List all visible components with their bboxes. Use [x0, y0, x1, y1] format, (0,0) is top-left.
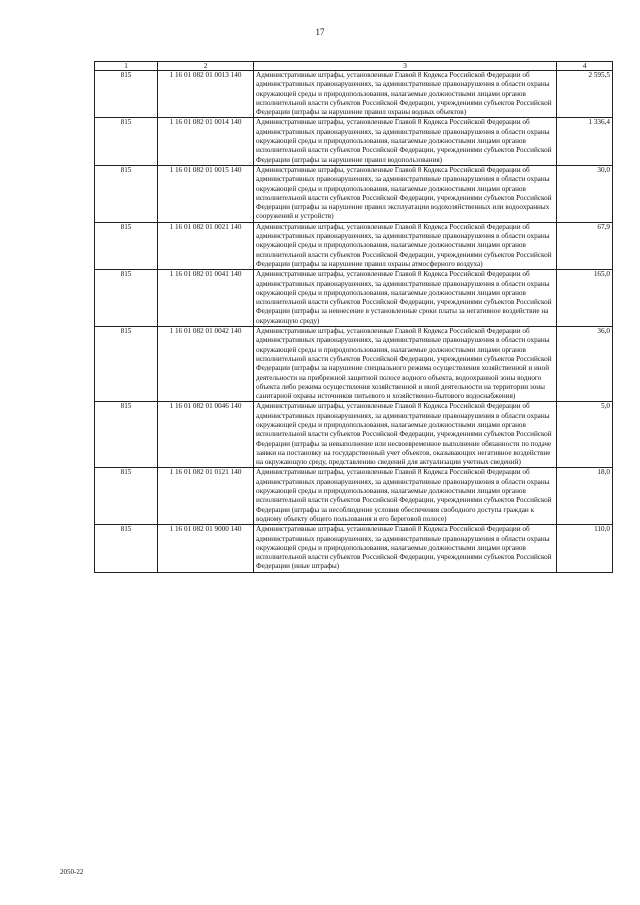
amount-cell: 67,9: [557, 222, 613, 269]
revenue-name-cell: Административные штрафы, установленные Главой 8 Кодекса Российской Федерации об административных правонарушениях, за административные правонарушения в области охраны окружающей среды и природопользования, налагаемые должностными лицами органов исполнительной власти субъектов Российской Федерации, учреждениями субъектов Российской Федерации (штрафы за нарушение правил эксплуатации водохозяйственных или водоохранных сооружений и устройств): [254, 165, 557, 222]
budget-classification-code-cell: 1 16 01 082 01 0021 140: [158, 222, 254, 269]
admin-code-cell: 815: [95, 71, 158, 118]
revenue-name-cell: Административные штрафы, установленные Главой 8 Кодекса Российской Федерации об административных правонарушениях, за административные правонарушения в области охраны окружающей среды и природопользования, налагаемые должностными лицами органов исполнительной власти субъектов Российской Федерации, учреждениями субъектов Российской Федерации (штрафы за нарушение правил охраны водных объектов): [254, 71, 557, 118]
amount-cell: 2 595,5: [557, 71, 613, 118]
revenue-name-cell: Административные штрафы, установленные Главой 8 Кодекса Российской Федерации об административных правонарушениях, за административные правонарушения в области охраны окружающей среды и природопользования, налагаемые должностными лицами органов исполнительной власти субъектов Российской Федерации, учреждениями субъектов Российской Федерации (штрафы за нарушение правил охраны атмосферного воздуха): [254, 222, 557, 269]
table-row: [95, 270, 613, 327]
budget-classification-code-cell: 1 16 01 082 01 0042 140: [158, 327, 254, 402]
revenue-name-cell: Административные штрафы, установленные Главой 8 Кодекса Российской Федерации об административных правонарушениях, за административные правонарушения в области охраны окружающей среды и природопользования, налагаемые должностными лицами органов исполнительной власти субъектов Российской Федерации, учреждениями субъектов Российской Федерации (иные штрафы): [254, 525, 557, 572]
admin-code-cell: 815: [95, 402, 158, 468]
admin-code-cell: 815: [95, 165, 158, 222]
budget-classification-code-cell: 1 16 01 082 01 0013 140: [158, 71, 254, 118]
admin-code-cell: 815: [95, 525, 158, 572]
table-row: [95, 222, 613, 269]
amount-cell: 110,0: [557, 525, 613, 572]
revenue-name-cell: Административные штрафы, установленные Главой 8 Кодекса Российской Федерации об административных правонарушениях, за административные правонарушения в области охраны окружающей среды и природопользования, налагаемые должностными лицами органов исполнительной власти субъектов Российской Федерации, учреждениями субъектов Российской Федерации (штрафы за невнесение в установленные сроки платы за негативное воздействие на окружающую среду): [254, 270, 557, 327]
amount-cell: 36,0: [557, 327, 613, 402]
table-row: [95, 402, 613, 468]
amount-cell: 18,0: [557, 468, 613, 525]
table-row: [95, 71, 613, 118]
amount-cell: 5,0: [557, 402, 613, 468]
budget-classification-code-cell: 1 16 01 082 01 0041 140: [158, 270, 254, 327]
table-row: [95, 525, 613, 572]
amount-cell: 165,0: [557, 270, 613, 327]
revenue-name-cell: Административные штрафы, установленные Главой 8 Кодекса Российской Федерации об административных правонарушениях, за административные правонарушения в области охраны окружающей среды и природопользования, налагаемые должностными лицами органов исполнительной власти субъектов Российской Федерации, учреждениями субъектов Российской Федерации (штрафы за невыполнение или несвоевременное выполнение обязанности по подаче заявки на постановку на государственный учет объектов, оказывающих негативное воздействие на окружающую среду, представлению сведений для актуализации учетных сведений): [254, 402, 557, 468]
revenue-name-cell: Административные штрафы, установленные Главой 8 Кодекса Российской Федерации об административных правонарушениях, за административные правонарушения в области охраны окружающей среды и природопользования, налагаемые должностными лицами органов исполнительной власти субъектов Российской Федерации, учреждениями субъектов Российской Федерации (штрафы за несоблюдение условия обеспечения свободного доступа граждан к водному объекту общего пользования и его береговой полосе): [254, 468, 557, 525]
column-header-code: 2: [158, 62, 254, 71]
revenue-table: [94, 61, 613, 573]
column-header-name: 3: [254, 62, 557, 71]
budget-classification-code-cell: 1 16 01 082 01 9000 140: [158, 525, 254, 572]
page-number: 17: [315, 27, 325, 37]
budget-classification-code-cell: 1 16 01 082 01 0015 140: [158, 165, 254, 222]
budget-classification-code-cell: 1 16 01 082 01 0014 140: [158, 118, 254, 165]
revenue-name-cell: Административные штрафы, установленные Главой 8 Кодекса Российской Федерации об административных правонарушениях, за административные правонарушения в области охраны окружающей среды и природопользования, налагаемые должностными лицами органов исполнительной власти субъектов Российской Федерации, учреждениями субъектов Российской Федерации (штрафы за нарушение специального режима осуществления хозяйственной и иной деятельности на прибрежной защитной полосе водного объекта, водоохранной зоны водного объекта либо режима осуществления хозяйственной и иной деятельности на территории зоны санитарной охраны источников питьевого и хозяйственно-бытового водоснабжения): [254, 327, 557, 402]
amount-cell: 30,0: [557, 165, 613, 222]
admin-code-cell: 815: [95, 327, 158, 402]
budget-classification-code-cell: 1 16 01 082 01 0046 140: [158, 402, 254, 468]
revenue-name-cell: Административные штрафы, установленные Главой 8 Кодекса Российской Федерации об административных правонарушениях, за административные правонарушения в области охраны окружающей среды и природопользования, налагаемые должностными лицами органов исполнительной власти субъектов Российской Федерации, учреждениями субъектов Российской Федерации (штрафы за нарушение правил водопользования): [254, 118, 557, 165]
table-header-row: [95, 62, 613, 71]
table-row: [95, 468, 613, 525]
budget-classification-code-cell: 1 16 01 082 01 0121 140: [158, 468, 254, 525]
admin-code-cell: 815: [95, 222, 158, 269]
admin-code-cell: 815: [95, 118, 158, 165]
table-row: [95, 165, 613, 222]
admin-code-cell: 815: [95, 270, 158, 327]
document-code: 2050-22: [60, 868, 84, 876]
admin-code-cell: 815: [95, 468, 158, 525]
column-header-amount: 4: [557, 62, 613, 71]
column-header-admin: 1: [95, 62, 158, 71]
table-row: [95, 118, 613, 165]
table-row: [95, 327, 613, 402]
amount-cell: 1 336,4: [557, 118, 613, 165]
